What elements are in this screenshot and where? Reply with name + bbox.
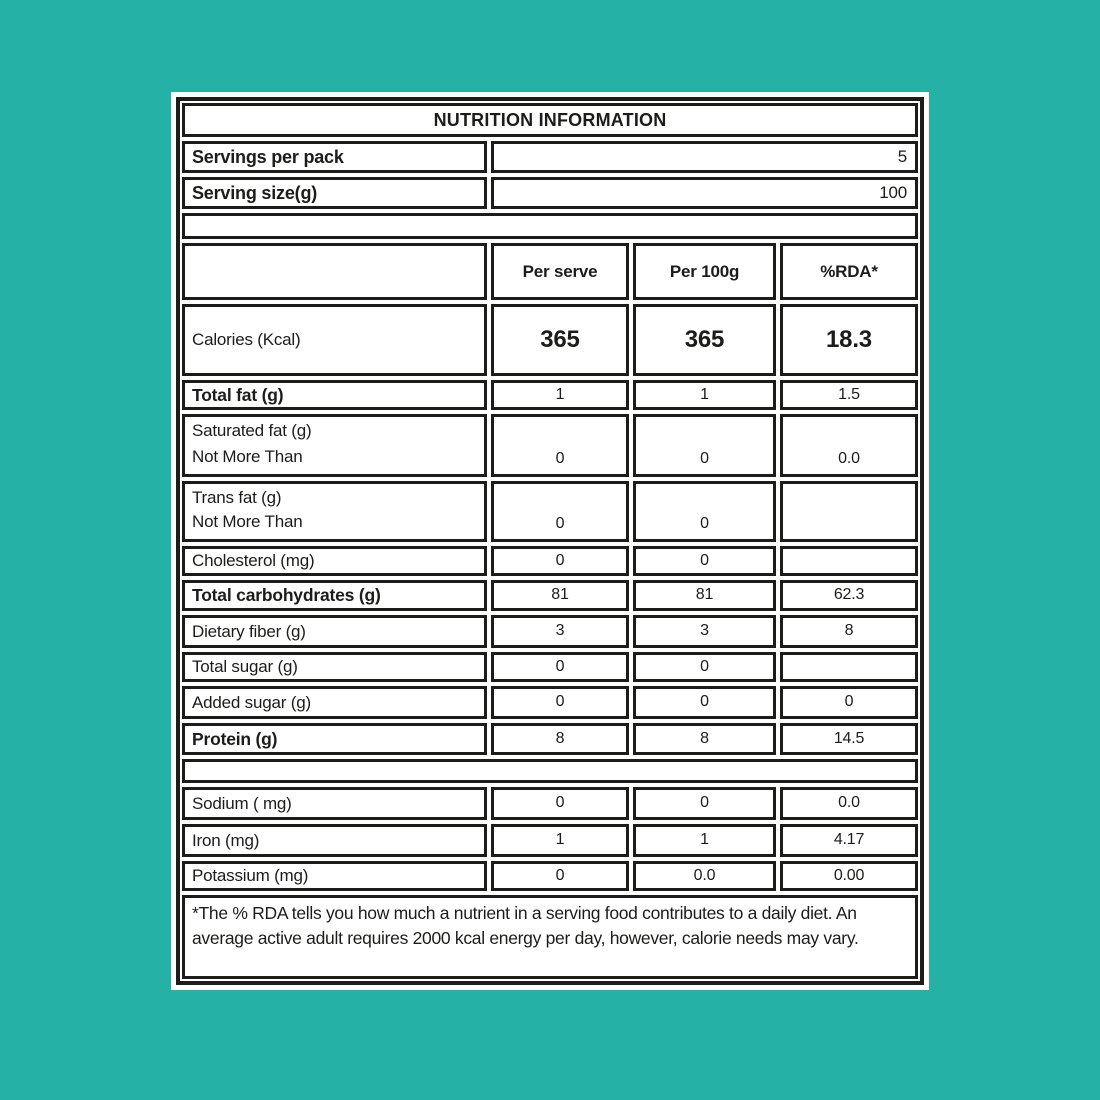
- value-cell: 365: [633, 304, 776, 376]
- value-cell: 8: [780, 615, 918, 648]
- value-cell: 0: [491, 481, 629, 542]
- row-label: Cholesterol (mg): [182, 546, 487, 576]
- row-label: Protein (g): [182, 723, 487, 755]
- value-cell: 1: [491, 824, 629, 857]
- column-header: %RDA*: [780, 243, 918, 300]
- value-cell: 4.17: [780, 824, 918, 857]
- value-cell: [780, 481, 918, 542]
- value-cell: 0: [491, 414, 629, 477]
- value-cell: 62.3: [780, 580, 918, 611]
- row-label-line2: Not More Than: [192, 447, 303, 467]
- row-label: Total fat (g): [182, 380, 487, 410]
- value-cell: 365: [491, 304, 629, 376]
- row-label: Sodium ( mg): [182, 787, 487, 820]
- value-cell: 3: [633, 615, 776, 648]
- row-label: Dietary fiber (g): [182, 615, 487, 648]
- nutrient-table: [182, 243, 918, 891]
- serving-size-label: Serving size(g): [182, 177, 487, 209]
- row-label: [182, 414, 487, 477]
- row-label-line1: Trans fat (g): [192, 488, 282, 507]
- row-label: Potassium (mg): [182, 861, 487, 891]
- row-label-line1: Saturated fat (g): [192, 421, 312, 440]
- value-cell: 0: [633, 414, 776, 477]
- value-cell: 0: [633, 546, 776, 576]
- value-cell: 0: [633, 481, 776, 542]
- nutrition-label-card: [171, 92, 929, 990]
- value-cell: 0: [491, 787, 629, 820]
- spacer-row: [182, 213, 918, 239]
- value-cell: 0: [633, 787, 776, 820]
- corner-cell: [182, 243, 487, 300]
- footnote-section: [182, 895, 918, 979]
- value-cell: 0.00: [780, 861, 918, 891]
- value-cell: [780, 546, 918, 576]
- servings-per-pack-label: Servings per pack: [182, 141, 487, 173]
- value-cell: [780, 652, 918, 682]
- header-section: [182, 103, 918, 239]
- row-label: Iron (mg): [182, 824, 487, 857]
- row-label: Total carbohydrates (g): [182, 580, 487, 611]
- value-cell: 0: [491, 686, 629, 719]
- value-cell: 0: [491, 652, 629, 682]
- value-cell: 0.0: [633, 861, 776, 891]
- value-cell: 8: [633, 723, 776, 755]
- spacer-row: [182, 759, 918, 783]
- row-label-line2: Not More Than: [192, 512, 303, 532]
- serving-size-value: 100: [491, 177, 918, 209]
- nutrition-table-frame: [176, 97, 924, 985]
- value-cell: 0: [491, 546, 629, 576]
- value-cell: 1: [633, 380, 776, 410]
- row-label: Total sugar (g): [182, 652, 487, 682]
- value-cell: 81: [491, 580, 629, 611]
- value-cell: 3: [491, 615, 629, 648]
- value-cell: 0: [633, 686, 776, 719]
- row-label: [182, 481, 487, 542]
- value-cell: 81: [633, 580, 776, 611]
- rda-footnote: *The % RDA tells you how much a nutrient in a serving food contributes to a daily diet. An average active adult requires 2000 kcal energy per day, however, calorie needs may vary.: [182, 895, 918, 979]
- value-cell: 8: [491, 723, 629, 755]
- value-cell: 0: [780, 686, 918, 719]
- value-cell: 1.5: [780, 380, 918, 410]
- column-header: Per serve: [491, 243, 629, 300]
- row-label: Calories (Kcal): [182, 304, 487, 376]
- row-label: Added sugar (g): [182, 686, 487, 719]
- value-cell: 0: [633, 652, 776, 682]
- value-cell: 1: [491, 380, 629, 410]
- value-cell: 0: [491, 861, 629, 891]
- column-header: Per 100g: [633, 243, 776, 300]
- value-cell: 1: [633, 824, 776, 857]
- value-cell: 0.0: [780, 414, 918, 477]
- value-cell: 18.3: [780, 304, 918, 376]
- servings-per-pack-value: 5: [491, 141, 918, 173]
- value-cell: 14.5: [780, 723, 918, 755]
- value-cell: 0.0: [780, 787, 918, 820]
- nutrition-title: NUTRITION INFORMATION: [182, 103, 918, 137]
